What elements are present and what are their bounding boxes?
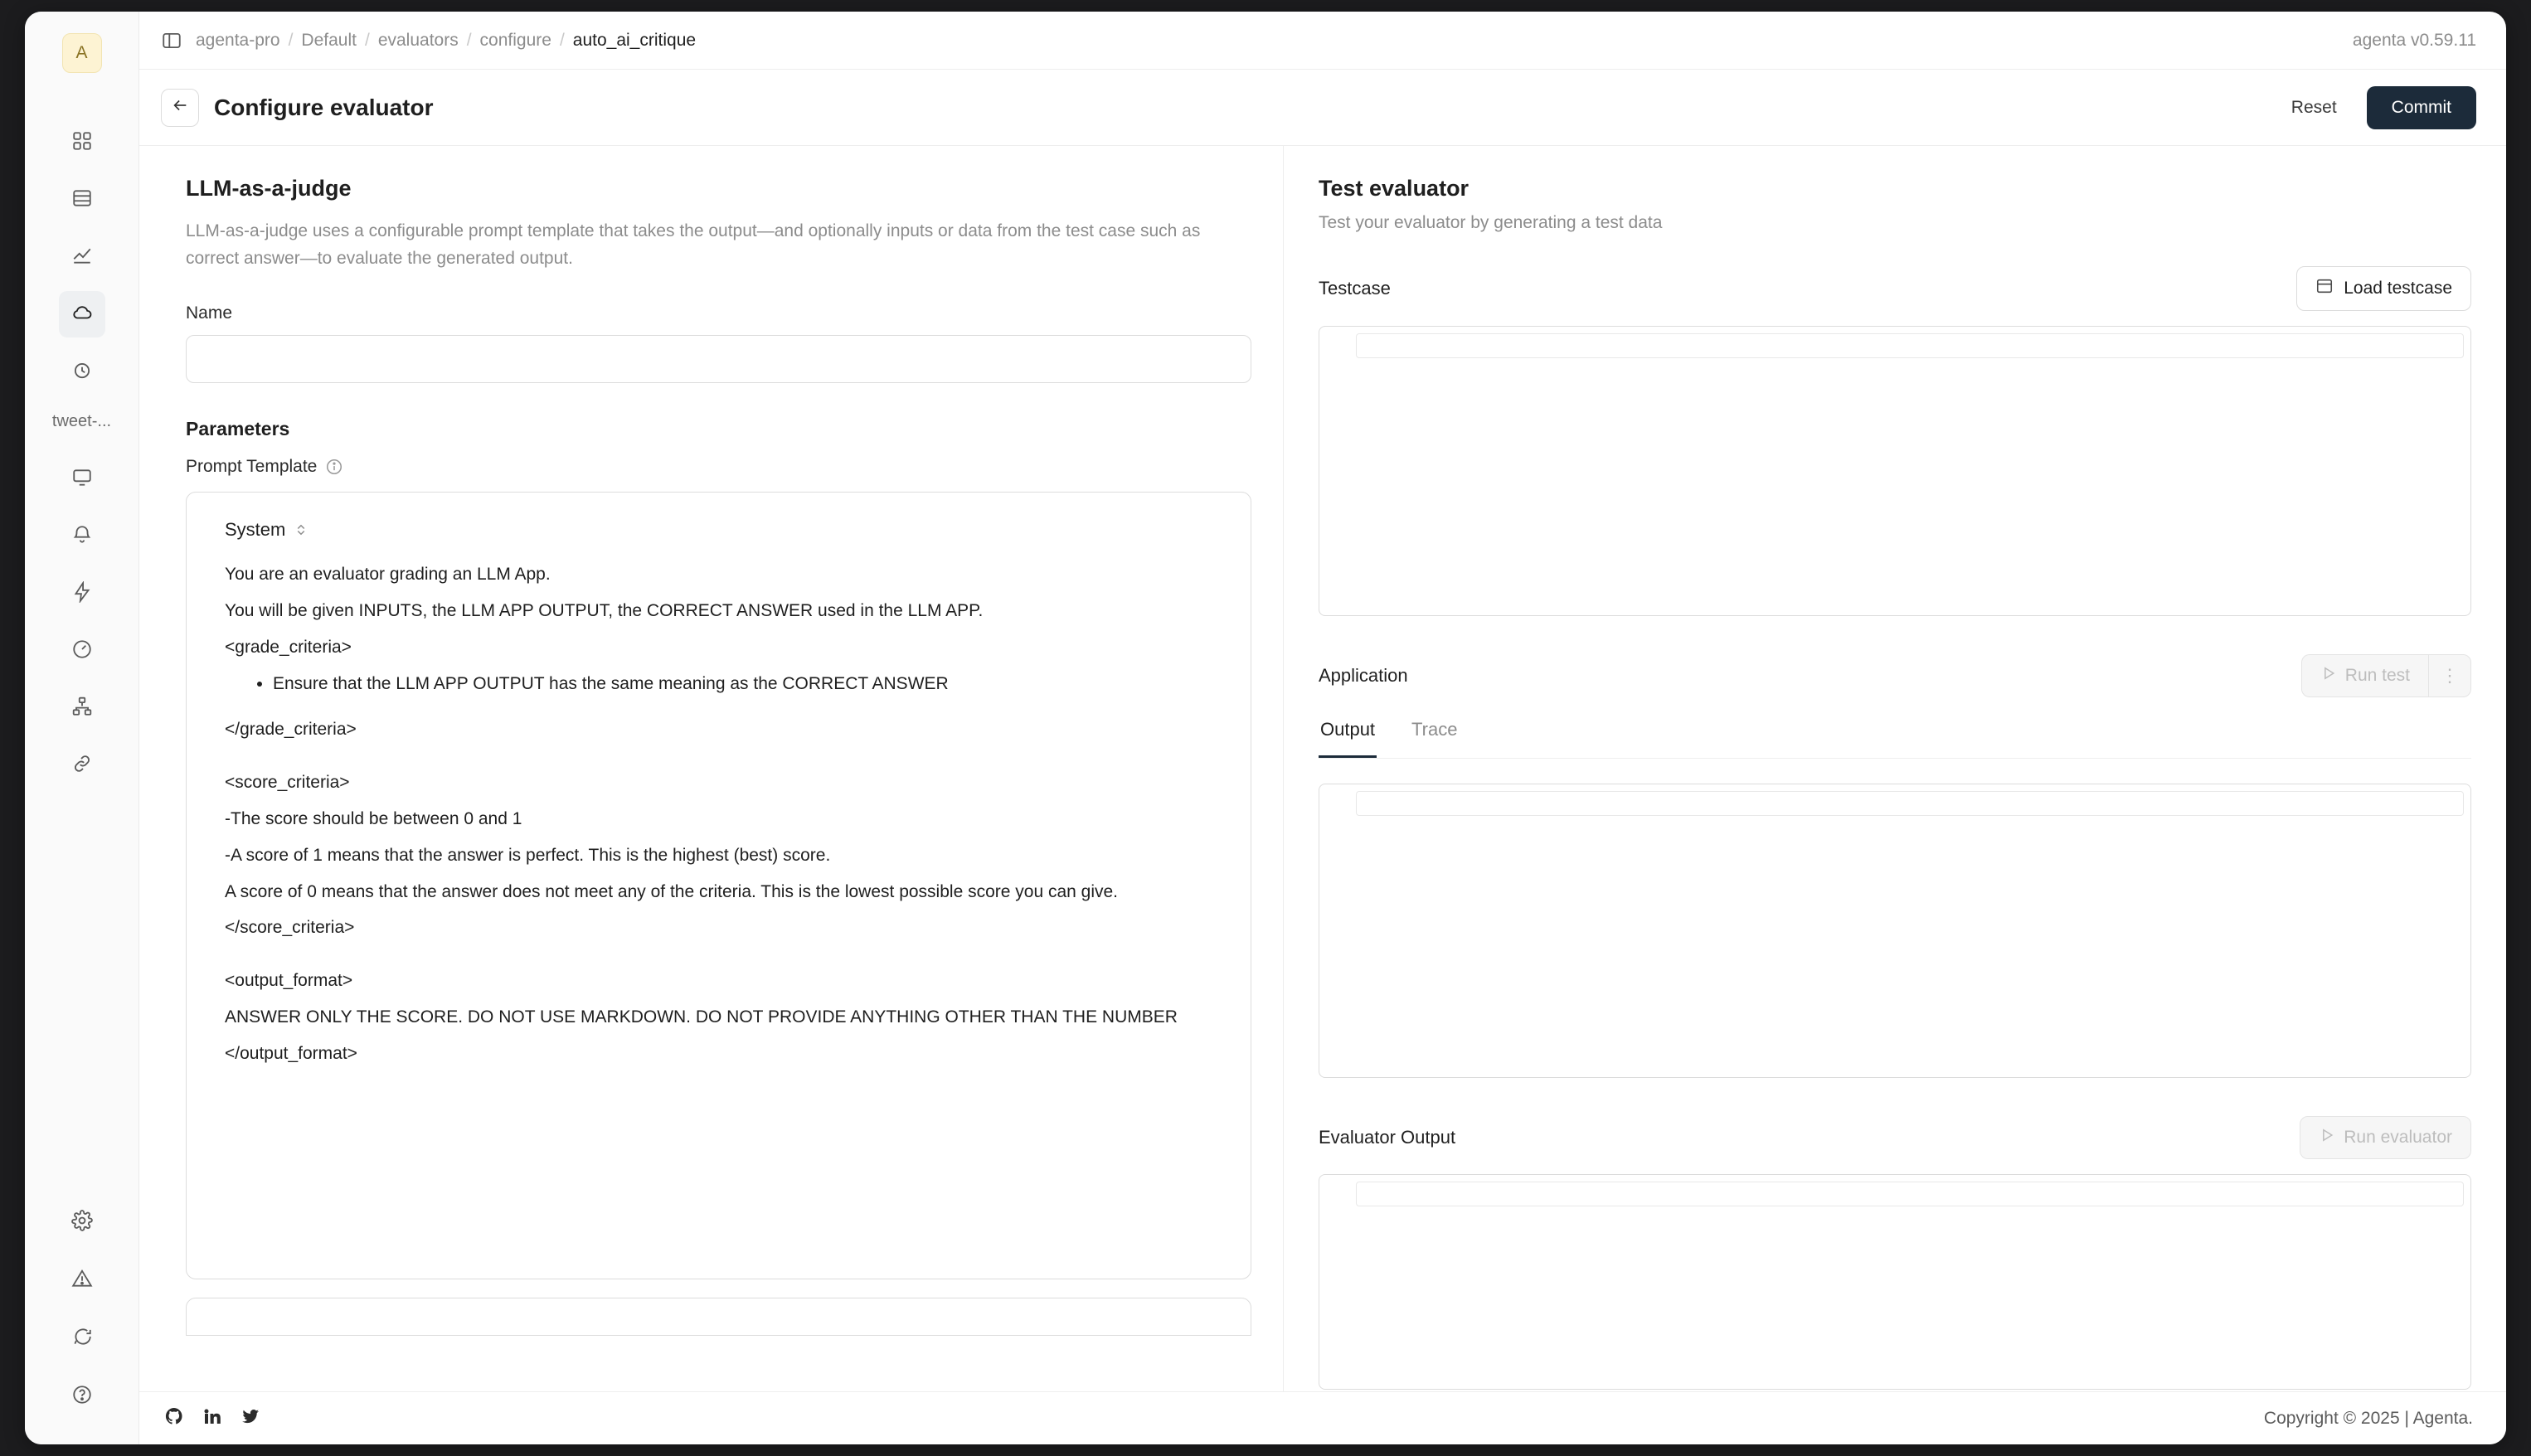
breadcrumb-item-0[interactable]: agenta-pro (196, 30, 280, 50)
arrow-left-icon (171, 96, 189, 119)
breadcrumb-separator: / (466, 30, 472, 50)
prompt-bullet: • Ensure that the LLM APP OUTPUT has the same meaning as the CORRECT ANSWER (273, 672, 1229, 696)
prompt-line: </score_criteria> (225, 918, 355, 938)
tab-output[interactable]: Output (1319, 712, 1377, 758)
testcase-editor-line[interactable] (1356, 333, 2464, 358)
breadcrumb (196, 31, 696, 51)
output-editor[interactable] (1319, 784, 2471, 1078)
prompt-editor[interactable] (186, 492, 1251, 1279)
app-window (25, 12, 2506, 1444)
breadcrumb-separator: / (288, 30, 294, 50)
sidebar-item-traces[interactable] (59, 628, 105, 674)
toggle-sidebar-icon[interactable] (161, 30, 182, 51)
role-label: System (225, 519, 286, 541)
prompt-editor-secondary[interactable] (186, 1298, 1251, 1336)
copyright-text: Copyright © 2025 | Agenta. (2263, 1408, 2473, 1428)
workspace-label[interactable]: tweet-... (51, 412, 112, 430)
evaluator-output-header (1319, 1116, 2471, 1159)
name-label: Name (186, 303, 233, 323)
run-test-group (2301, 654, 2471, 697)
sidebar-item-workflows[interactable] (59, 685, 105, 731)
load-testcase-label: Load testcase (2344, 279, 2452, 298)
evaluator-config-pane (139, 146, 1284, 1391)
triangle-alert-icon (71, 1268, 93, 1293)
test-evaluator-title: Test evaluator (1319, 176, 1470, 201)
sidebar-item-evaluations[interactable] (59, 348, 105, 395)
reset-button[interactable]: Reset (2280, 90, 2349, 126)
prompt-line: </output_format> (225, 1043, 357, 1063)
question-circle-icon (71, 1384, 93, 1410)
evaluator-description: LLM-as-a-judge uses a configurable prompt template that takes the output—and optionally inputs or data from the test case such as correct answer—to evaluate the generated output. (186, 221, 1201, 268)
link-icon (71, 753, 93, 779)
back-button[interactable] (161, 89, 199, 127)
breadcrumb-item-2[interactable]: evaluators (377, 30, 459, 50)
test-evaluator-pane (1284, 146, 2506, 1391)
sidebar-item-automation[interactable] (59, 570, 105, 617)
social-links (164, 1406, 260, 1430)
run-test-label: Run test (2344, 666, 2410, 685)
gear-icon (71, 1210, 93, 1235)
tab-trace[interactable]: Trace (1411, 719, 1458, 740)
page-header (139, 70, 2506, 146)
grid-icon (71, 130, 93, 156)
sidebar-item-support-chat[interactable] (59, 1315, 105, 1361)
breadcrumb-item-4[interactable]: auto_ai_critique (572, 30, 697, 50)
breadcrumb-item-1[interactable]: Default (301, 30, 357, 50)
testcase-editor[interactable] (1319, 326, 2471, 616)
footer (139, 1391, 2506, 1444)
application-tabs (1319, 712, 2471, 759)
prompt-template-label (186, 457, 1235, 477)
sidebar-item-help[interactable] (59, 1373, 105, 1420)
avatar[interactable]: A (62, 33, 102, 73)
sidebar-item-testsets[interactable] (59, 177, 105, 223)
prompt-line: You are an evaluator grading an LLM App. (225, 565, 551, 585)
monitor-icon (71, 467, 93, 493)
sidebar (25, 12, 139, 1444)
linkedin-icon[interactable] (202, 1406, 222, 1430)
sidebar-bottom-nav (25, 1199, 138, 1420)
cloud-check-icon (71, 302, 93, 328)
prompt-line: <output_format> (225, 971, 353, 991)
evaluator-output-editor[interactable] (1319, 1174, 2471, 1390)
chart-line-icon (71, 245, 93, 270)
parameters-heading: Parameters (186, 418, 290, 440)
evaluator-output-label: Evaluator Output (1319, 1127, 1456, 1148)
play-icon (2319, 1127, 2335, 1148)
hierarchy-icon (71, 696, 93, 721)
sidebar-item-warning[interactable] (59, 1257, 105, 1303)
commit-button[interactable]: Commit (2367, 86, 2476, 129)
prompt-line: <grade_criteria> (225, 637, 352, 657)
testcase-header (1319, 266, 2471, 311)
prompt-line: -The score should be between 0 and 1 (225, 808, 522, 828)
sidebar-item-apps[interactable] (59, 119, 105, 166)
topbar (139, 12, 2506, 70)
chat-icon (71, 1326, 93, 1352)
github-icon[interactable] (164, 1406, 184, 1430)
header-actions (2280, 86, 2476, 129)
role-selector[interactable] (225, 519, 1229, 541)
lightning-icon (71, 581, 93, 607)
sidebar-item-settings[interactable] (59, 1199, 105, 1245)
sidebar-item-alerts[interactable] (59, 513, 105, 560)
name-input[interactable] (186, 335, 1251, 383)
breadcrumb-item-3[interactable]: configure (479, 30, 551, 50)
chevron-updown-icon (294, 522, 308, 537)
prompt-line: ANSWER ONLY THE SCORE. DO NOT USE MARKDOWN. DO NOT PROVIDE ANYTHING OTHER THAN THE NUMBER (225, 1007, 1178, 1027)
breadcrumb-separator: / (364, 30, 370, 50)
application-header (1319, 654, 2471, 697)
sidebar-item-deployments[interactable] (59, 456, 105, 502)
play-icon (2320, 665, 2337, 687)
prompt-line: A score of 0 means that the answer does not meet any of the criteria. This is the lowest possible score you can give. (225, 881, 1119, 901)
database-icon (2315, 277, 2334, 300)
evaluator-title: LLM-as-a-judge (186, 176, 352, 201)
prompt-line: </grade_criteria> (225, 720, 357, 740)
bell-icon (71, 524, 93, 550)
twitter-icon[interactable] (240, 1406, 260, 1430)
prompt-line: <score_criteria> (225, 773, 350, 793)
gauge-icon (71, 638, 93, 664)
sidebar-item-observability[interactable] (59, 234, 105, 280)
breadcrumb-separator: / (559, 30, 565, 50)
sidebar-item-integrations[interactable] (59, 742, 105, 789)
prompt-bullet-list (253, 672, 1229, 696)
run-test-button[interactable] (2301, 654, 2428, 697)
app-version: agenta v0.59.11 (2352, 30, 2476, 50)
run-evaluator-label: Run evaluator (2344, 1128, 2452, 1147)
sidebar-item-evaluators[interactable] (59, 291, 105, 337)
test-evaluator-subtitle: Test your evaluator by generating a test data (1319, 213, 1663, 232)
page-title: Configure evaluator (214, 94, 434, 120)
load-testcase-button[interactable] (2296, 266, 2471, 311)
testcase-label: Testcase (1319, 278, 1391, 298)
prompt-line: You will be given INPUTS, the LLM APP OUTPUT, the CORRECT ANSWER used in the LLM APP. (225, 600, 984, 620)
application-label: Application (1319, 665, 1408, 686)
content (139, 146, 2506, 1391)
main-area (139, 12, 2506, 1444)
database-icon (71, 187, 93, 213)
prompt-line: -A score of 1 means that the answer is perfect. This is the highest (best) score. (225, 845, 831, 865)
run-test-more-icon[interactable]: ⋮ (2428, 654, 2471, 697)
sidebar-primary-nav (25, 119, 138, 431)
sidebar-secondary-nav (25, 456, 138, 789)
run-evaluator-button[interactable] (2300, 1116, 2471, 1159)
timer-icon (71, 359, 93, 385)
output-editor-line[interactable] (1356, 791, 2464, 816)
prompt-template-label-text: Prompt Template (186, 457, 318, 477)
evaluator-output-editor-line[interactable] (1356, 1182, 2464, 1206)
info-icon[interactable] (325, 458, 343, 476)
